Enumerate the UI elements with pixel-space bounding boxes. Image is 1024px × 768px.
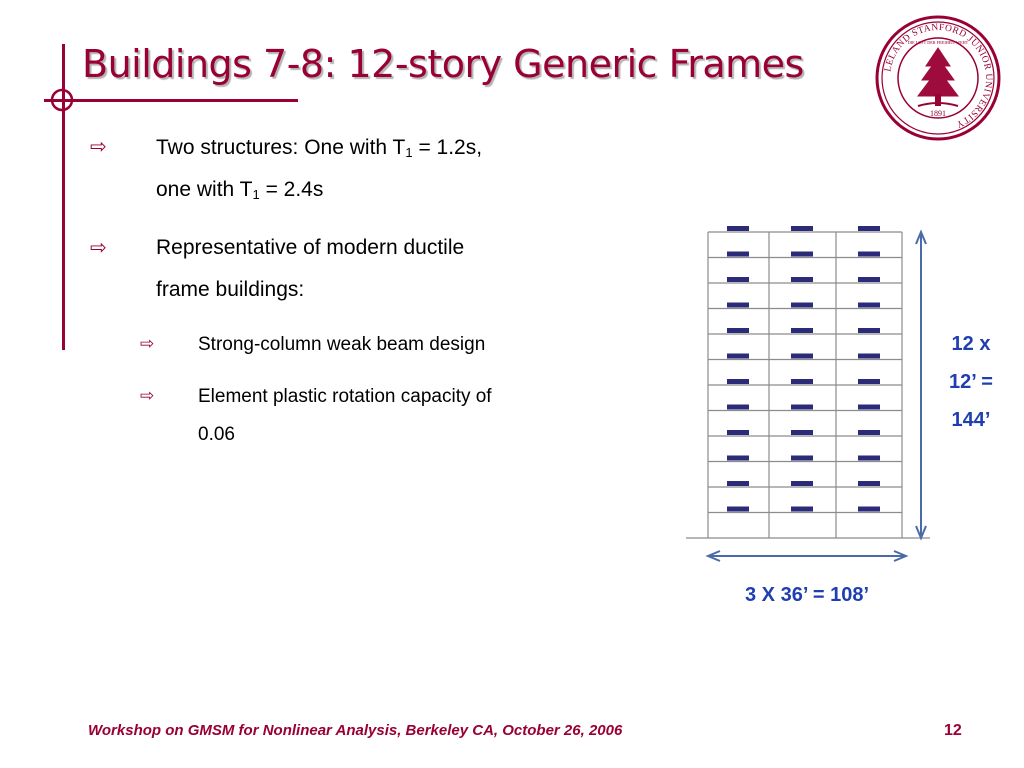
hinge-marker	[858, 252, 880, 257]
hinge-marker	[858, 481, 880, 486]
bullet-2-text	[156, 224, 464, 314]
bullet-1-text	[156, 124, 482, 214]
subbullet-2-text	[198, 376, 492, 456]
seal-motto: DIE LUFT DER FREIHEIT WEHT	[907, 40, 969, 45]
slide-title: Buildings 7-8: 12-story Generic Frames	[82, 42, 804, 86]
hinge-marker	[727, 379, 749, 384]
hinge-marker	[791, 405, 813, 410]
hinge-marker	[858, 405, 880, 410]
subbullet-2-marker: ⇨	[140, 386, 155, 405]
hinge-marker	[791, 507, 813, 512]
stanford-seal-logo	[874, 14, 1002, 142]
page-number: 12	[944, 722, 962, 739]
subbullet-2-line-2: 0.06	[198, 424, 235, 445]
height-label-line-3: 144’	[951, 409, 991, 431]
hinge-marker	[858, 354, 880, 359]
hinge-marker	[791, 379, 813, 384]
seal-ring-text: LELAND STANFORD JUNIOR UNIVERSITY	[883, 22, 994, 130]
seal-year: 1891	[930, 109, 946, 118]
subbullet-2-line-1: Element plastic rotation capacity of	[198, 386, 492, 407]
hinge-marker	[858, 379, 880, 384]
hinge-marker	[858, 456, 880, 461]
hinge-marker	[791, 303, 813, 308]
frame-diagram	[680, 214, 950, 570]
bullet-1-marker: ⇨	[90, 136, 107, 158]
hinge-marker	[727, 354, 749, 359]
title-underline	[44, 99, 298, 102]
hinge-marker	[858, 303, 880, 308]
bullet-2-line-1: Representative of modern ductile	[156, 236, 465, 259]
hinge-marker	[727, 226, 749, 231]
hinge-marker	[858, 430, 880, 435]
hinge-marker	[791, 456, 813, 461]
height-label-line-1: 12 x	[951, 333, 991, 355]
subbullet-1-text	[198, 324, 485, 366]
hinge-marker	[727, 430, 749, 435]
hinge-marker	[791, 252, 813, 257]
hinge-marker	[727, 277, 749, 282]
subbullet-1-marker: ⇨	[140, 334, 155, 353]
hinge-marker	[858, 507, 880, 512]
hinge-marker	[858, 226, 880, 231]
bullet-1-line-2: one with $T_1 = 2.4s$	[156, 178, 324, 202]
width-dimension-label: 3 X 36’ = 108’	[745, 584, 869, 606]
hinge-marker	[727, 481, 749, 486]
bullet-2-marker: ⇨	[90, 237, 107, 259]
hinge-marker	[791, 277, 813, 282]
hinge-marker	[791, 226, 813, 231]
hinge-marker	[727, 456, 749, 461]
height-dimension-label	[936, 325, 1006, 439]
bullet-2-line-2: frame buildings:	[156, 278, 305, 301]
hinge-marker	[791, 481, 813, 486]
height-label-line-2: 12’ =	[949, 371, 993, 393]
hinge-marker	[727, 507, 749, 512]
bullet-1-line-1: Two structures: One with $T_1 = 1.2s$,	[156, 136, 483, 160]
hinge-marker	[791, 430, 813, 435]
hinge-marker	[727, 303, 749, 308]
footer-text: Workshop on GMSM for Nonlinear Analysis, Berkeley CA, October 26, 2006	[88, 722, 623, 739]
hinge-marker	[858, 277, 880, 282]
hinge-marker	[727, 328, 749, 333]
hinge-marker	[791, 328, 813, 333]
crosshair-ornament	[44, 82, 80, 118]
hinge-marker	[858, 328, 880, 333]
hinge-marker	[727, 405, 749, 410]
hinge-marker	[791, 354, 813, 359]
subbullet-1-line-1: Strong-column weak beam design	[198, 334, 486, 355]
hinge-marker	[727, 252, 749, 257]
